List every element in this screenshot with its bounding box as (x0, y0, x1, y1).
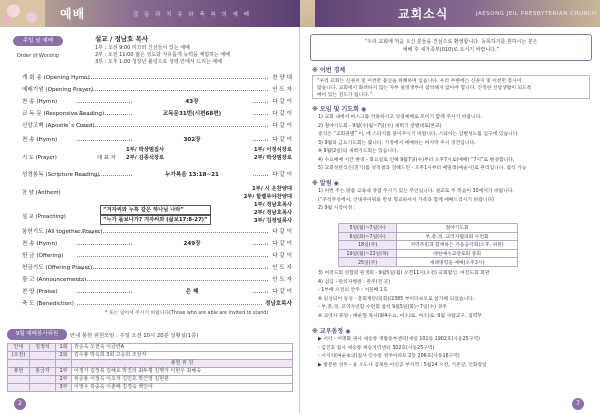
list-item: ※ 9월(2일)의 새벽기도회는 있습니다. (318, 149, 399, 154)
prayer-leaders (126, 146, 164, 162)
table-cell (8, 360, 30, 368)
order-row (22, 228, 292, 237)
order-row (22, 98, 292, 107)
list-item: - 부,총,경, 교역자연합 수련회 참석 9월5일(화)~7일(수) 경주 (318, 305, 447, 310)
order-label: 찬 양 (Praise) (22, 289, 58, 295)
order-row (22, 74, 292, 83)
list-item: ※ 일상되어 동성 - 총회재단(의회)(2385 부이다보모로 참가해 되었습니다. (318, 296, 475, 302)
preacher: 1부/ 정남호목사 (253, 202, 292, 208)
table-cell (8, 384, 30, 392)
flower-decoration (300, 0, 315, 27)
ministry-tag: 9월 예배봉사위원 (7, 329, 67, 340)
welcome-box (310, 34, 592, 61)
prayer-list (318, 114, 590, 174)
order-tag: 주일 낮 예배 (13, 36, 63, 46)
table-cell: 18일(주) (339, 241, 397, 250)
table-cell: 19일(월)~22일(목) (339, 249, 397, 258)
table-cell: 부,총,경, 교역자협의회 수련회 (397, 232, 518, 241)
preacher: 3부/ 김정일목사 (253, 218, 292, 224)
prayer-leader: 1부/ 박상범집사 (126, 147, 165, 153)
order-label: 찬 송 (Hymn) (22, 241, 58, 247)
table-cell: 봉헌 (8, 368, 30, 376)
table-cell: 권순옥 오권숙 이금란A (72, 344, 293, 352)
order-who: 인 도 자 (269, 86, 292, 95)
prayer-mid: 대 표 자 (97, 155, 116, 161)
list-item: 4) 수요예배 시간 변경 - 화요일로 인해 9월7일(수)부터 오후7시로(예배) “7시”로 변경합니다. (318, 157, 515, 163)
preaching-label: 설 교 (Preaching) (22, 214, 66, 220)
table-cell: 김수봉 박옥희 3회 고승희 조상자 (72, 352, 293, 360)
order-value: 43장 (132, 98, 252, 107)
order-who: 다 같 이 (269, 122, 292, 131)
order-label: 광 고 (Announcements) (22, 277, 87, 283)
page-number: 7 (572, 398, 584, 410)
table-cell: 3부 (56, 384, 72, 392)
table-row (339, 258, 518, 267)
schedule-table (338, 223, 518, 267)
order-label: 축 도 (Benediction) (22, 301, 74, 307)
order-who: 다 같 이 (269, 110, 292, 119)
order-who: 인 도 자 (269, 264, 292, 273)
anthem-choir: 1부/ 시 온찬양대 (251, 186, 292, 192)
table-cell (30, 376, 56, 384)
table-cell: 5일(월)~7일(수) (339, 224, 397, 233)
order-row (22, 252, 292, 261)
order-who: 정남호목사 (262, 300, 292, 309)
table-cell: 1부 (56, 368, 72, 376)
duty-table (7, 343, 293, 392)
list-item: - 서지석(여순옥의)집사 인수통 영주아파트 2동 206호(사동16구역) (318, 354, 460, 359)
welcome-line: “우리 교회에 처음 오신 분들을 진심으로 환영합니다. 등록하기를 원하시는 분은 (364, 39, 538, 45)
preacher: 2부/ 정남호목사 (253, 210, 292, 216)
preaching-right (226, 201, 292, 225)
list-item: 3) 9월의 금요기도회는 몇니다. 가정에서 예배하는 마지막 주시 경건입니다. (318, 140, 476, 146)
table-row (8, 360, 293, 368)
relations-list (318, 336, 590, 370)
table-cell (8, 376, 30, 384)
welcome-line: 예배 후 새가족부(010)로 오시기 바랍니다.” (402, 47, 500, 53)
list-item: 중식은 “교회권별” 이, 애 스타지를 볼이주시기 바랍니다. 스타이는 감별성도를 입구에 있습니다. (318, 132, 519, 137)
table-row (8, 352, 293, 360)
order-who: 다 같 이 (269, 171, 292, 180)
list-item: ▶ 방문한 성두 - 윤 오도사 겸목한 아신공 부지역 : 5월14 오전, 기존상, 인화장일 (318, 362, 487, 368)
table-cell: 김정석 (30, 344, 56, 352)
table-row (339, 224, 518, 233)
order-row (22, 86, 292, 95)
order-label: 찬 송 (Hymn) (22, 99, 58, 105)
prayer-right (230, 146, 292, 162)
order-value: 누가복음 13:18~21 (132, 171, 252, 180)
service-time-3: 3부 : 오후 1:00 청장년 볼링으로 성령 안에서 드리는 예배 (95, 59, 223, 65)
order-label: 성경봉독 (Scripture Reading) (22, 172, 100, 178)
list-item: ※ 교역자 휴양 - 배운형 목사(9/4수요, 여소)로. 여소)로. 9월 사람교구, 겸력무 (318, 313, 482, 319)
notice-section-title: ※ 알림 ◉ (312, 180, 339, 187)
order-label: 헌 금 (Offering) (22, 253, 64, 259)
sermon-title: 설교 / 정남호 목사 (95, 35, 149, 43)
order-value: 302장 (132, 136, 252, 145)
order-who: 다 같 이 (269, 136, 292, 145)
right-page-title: 교회소식 (398, 7, 449, 21)
list-item: 2) 9월 시작이정 : (318, 206, 356, 211)
order-row (22, 110, 292, 119)
prayer-right-line: 1부/ 이정식장로 (253, 147, 292, 153)
prayer-right-line: 2부/ 박상범장로 (253, 155, 292, 161)
list-item: (“주석무성에서, 안내주이워와 만성 형교하셔서 가족과 함께 예배드리시기 바랍니다) (318, 197, 494, 203)
table-row (8, 384, 293, 392)
notice-more-list (318, 270, 590, 321)
table-cell: 홍금자 (30, 368, 56, 376)
page-number: 2 (14, 398, 26, 410)
table-cell: 2부 (56, 376, 72, 384)
left-header (0, 0, 300, 27)
table-cell: (오전) (8, 352, 30, 360)
table-cell (30, 352, 56, 360)
preaching-titles (100, 205, 211, 225)
order-row (22, 300, 292, 309)
prayer-leader: 2부/ 김종석장로 (126, 155, 165, 161)
order-who: 다 같 이 (269, 288, 292, 297)
order-label: 교 독 문 (Responsive Reading) (22, 111, 105, 117)
table-cell: 위준홍 이정옥 이오자 김인호 박건영 김현관 (72, 376, 293, 384)
order-value: 은 혜 (132, 288, 252, 297)
table-cell (30, 384, 56, 392)
service-time-1: 1부 : 오전 9:00 미끄러 신선들이 있는 예배 (95, 45, 190, 51)
relations-section-title: ※ 교우동정 ◉ (312, 328, 351, 335)
order-row (22, 276, 292, 285)
table-row (8, 368, 293, 376)
vision-line: 매이 있는 전도가 됩니다.” (317, 93, 372, 98)
table-row (339, 241, 518, 250)
left-page-subtitle: 감 동 과 치 유 와 축 복 의 예 배 (133, 12, 251, 18)
vision-title: ※ 이번 경제 (312, 67, 346, 74)
order-value: 249장 (132, 240, 252, 249)
order-row (22, 122, 292, 131)
order-label: 찬 송 (Hymn) (22, 137, 58, 143)
ministry-note: 안내 봉헌 위원모임 : 주일 오전 10시 20분 상황실(1층) (70, 333, 199, 339)
table-cell: 이정기 김정북 김해호 박진의 최두평 김행자 이현우 최혜숙 (72, 368, 293, 376)
order-label: 신앙고백 (Apostle`s Creed) (22, 123, 95, 129)
vision-box (312, 75, 590, 99)
table-cell: 1회 (56, 344, 72, 352)
order-label: 개 회 송 (Opening Hymn) (22, 75, 90, 81)
right-page (300, 0, 600, 413)
table-row (339, 232, 518, 241)
table-cell: 철야기도회 (397, 224, 518, 233)
right-header (300, 0, 600, 27)
flower-decoration (0, 0, 45, 27)
table-row (339, 249, 518, 258)
standing-note: * 표는 일어서 주시기 바랍니다(Those who are able are invited to stand) (105, 311, 269, 316)
list-item: 1) 이번 주는 말씀 교육내 영엽 주시기 있는 주인입니다. 설교로 주 복음이 30에서가 바랍니다. (318, 189, 515, 194)
table-cell: 6일(화)~7일(수) (339, 232, 397, 241)
anthem-label: 찬 양 (Anthem) (22, 190, 61, 196)
order-row (22, 136, 292, 145)
preaching-title: “누가 돌보나가? 겨자씨와 (삶보17:8-27)” (100, 215, 211, 225)
order-who: 다 같 이 (269, 98, 292, 107)
list-item: 2) 철야기도회 - 9월(수)월~7일(수) 새벽기 장별대로(본교) (318, 123, 442, 129)
order-who: 인 도 자 (269, 276, 292, 285)
list-item: 4) 섬김 - 관리자행원 : 관주(전 곳) (318, 279, 391, 285)
table-cell: 세례명령을 예배(오후3시) (397, 258, 518, 267)
order-row (22, 171, 292, 180)
order-label: 헌금기도 (Offering Prayer) (22, 265, 93, 271)
service-time-2: 2부 : 오전 11:00 젊은 성도와 자유롭게 능력을 체험하는 예배 (95, 52, 231, 58)
order-value: 교독문31번(시편68편) (132, 110, 252, 119)
list-item: 3) 여전도회 연합회 원생회 - 9월5일(월) 오전11시(오전) 교회활인, 여전도회 회관 (318, 271, 490, 276)
order-who: 다 같 이 (269, 252, 292, 261)
list-item: 1) 교회 내에서 마스크를 착용하시고 성경예배로 모이기 함께 주시기 바랍니다. (318, 115, 482, 120)
list-item: 5) 교회성탄식은(전기)를 성격결과 전해드린 - 오후1시부터 예밀레(예술시)로 관리입니다. 참석 가능 (318, 166, 527, 171)
table-cell: 지역주민과 함께하는 가을음악회(오후, 위원) (397, 241, 518, 250)
left-page-title: 예배 (60, 7, 86, 21)
order-row (22, 288, 292, 297)
table-row (8, 376, 293, 384)
table-row (8, 344, 293, 352)
list-item: ▶ 서약 - 이명화 권사 새승통 생활동부센터(세일 101동 1902호(사동25구역) (318, 337, 480, 342)
list-item: - 김진호 집사 세승통 세승지역센터 302호(사동25구역) (318, 345, 435, 351)
vision-line: 많습니다. 교회에서 화려하지 않는 자부 설정생부어 참석해지 않아야 합니다. 진정한 신앙생활이 되도록 (317, 86, 532, 91)
table-cell: 이영우 곽중숙 이춘배 김경숙 백인아 (72, 384, 293, 392)
order-row (22, 264, 292, 273)
order-row (22, 240, 292, 249)
vision-line: “우리 교회는 신권지 및 이천만 불신을 위해하며 입습니다. 우리 주변에는 신권지 및 이천만 봉사이 (317, 79, 522, 84)
right-page-subtitle: JAESONG JEIL PRESBYTERIAN CHURCH (476, 11, 597, 17)
order-who: 찬 양 대 (269, 74, 292, 83)
table-cell: 대한예수교장로회 총회 (397, 249, 518, 258)
order-label: 예배기원 (Opening Prayer) (22, 87, 94, 93)
table-cell: 봉헌 위 원 (72, 360, 293, 368)
preaching-title: “겨자씨와 누룩 같은 하나님 나라” (100, 205, 211, 215)
table-cell: 25일(주) (339, 258, 397, 267)
prayer-section-title: ※ 모임 및 기도회 ◉ (312, 106, 367, 113)
order-label: 봉헌기도 (All together Prayer) (22, 229, 103, 235)
table-cell: 안내 (8, 344, 30, 352)
list-item: - 1부배 오전의 안주 : 서문배 1호 (318, 288, 388, 293)
order-who: 다 같 이 (269, 228, 292, 237)
order-who: 다 같 이 (269, 240, 292, 249)
order-note: Order of Worship (16, 53, 60, 59)
prayer-label: 기 도 (Prayer) (22, 155, 57, 161)
table-cell (30, 360, 56, 368)
anthem-choirs (222, 185, 292, 201)
anthem-choir: 2부/ 할렐루야찬양대 (243, 194, 292, 200)
table-cell (56, 360, 72, 368)
notice-list (318, 188, 590, 214)
table-cell: 2회 (56, 352, 72, 360)
